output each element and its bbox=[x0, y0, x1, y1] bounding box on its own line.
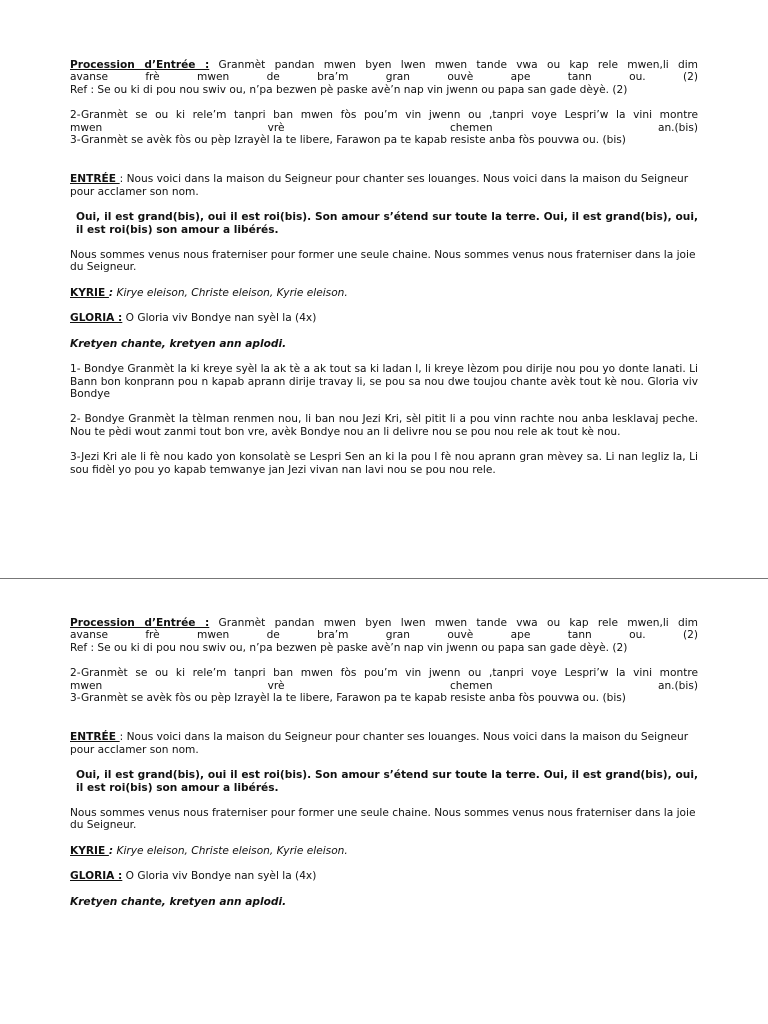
kyrie-colon: : bbox=[108, 286, 114, 299]
entree-label: ENTRÉE bbox=[70, 173, 120, 186]
kyrie-paragraph bbox=[70, 845, 698, 857]
gloria-label: GLORIA : bbox=[70, 870, 123, 883]
gloria-refrain: Kretyen chante, kretyen ann aplodi. bbox=[70, 895, 287, 908]
entree-refrain: Oui, il est grand(bis), oui il est roi(bis). Son amour s’étend sur toute la terre. Oui, il est grand(bis), oui, il est roi(bis) son amour a libérés. bbox=[76, 769, 698, 794]
gloria-verse-2: 2- Bondye Granmèt la tèlman renmen nou, li ban nou Jezi Kri, sèl pitit li a pou vinn rachte nou anba lesklavaj peche. Nou te pèdi wout zanmi tout bon vre, avèk Bondye nou an li delivre nou se pou nou rele ak tout kè nou. bbox=[70, 413, 698, 438]
procession-refrain: Ref : Se ou ki di pou nou swiv ou, n’pa bezwen pè paske avè’n nap vin jwenn ou papa san gade dèyè. (2) bbox=[70, 641, 628, 654]
procession-verse-2-line-1: 2-Granmèt se ou ki rele’m tanpri ban mwen fòs pou’m vin jwenn ou ,tanpri voye Lespri’w la vini montre bbox=[70, 667, 698, 680]
procession-line-1-text: Granmèt pandan mwen byen lwen mwen tande vwa ou kap rele mwen,li dim bbox=[209, 617, 698, 629]
gloria-verse-1: 1- Bondye Granmèt la ki kreye syèl la ak tè a ak tout sa ki ladan l, li kreye lèzom pou dirije nou pou yo donte lanati. Li Bann bon konprann pou n kapab aprann dirije travay li, se pou sa nou dwe toujou chante avèk tout kè nou. Gloria viv Bondye bbox=[70, 363, 698, 400]
procession-label: Procession d’Entrée : bbox=[70, 617, 210, 629]
kyrie-label: KYRIE bbox=[70, 844, 109, 857]
procession-line-1-text: Granmèt pandan mwen byen lwen mwen tande vwa ou kap rele mwen,li dim bbox=[209, 59, 698, 71]
entree-verse: Nous sommes venus nous fraterniser pour former une seule chaine. Nous sommes venus nous fraterniser dans la joie du Seigneur. bbox=[70, 249, 696, 274]
entree-text: : Nous voici dans la maison du Seigneur pour chanter ses louanges. Nous voici dans la maison du Seigneur pour acclamer son nom. bbox=[70, 173, 689, 198]
page-divider bbox=[0, 578, 768, 579]
gloria-paragraph bbox=[70, 870, 698, 882]
procession-line-2: avanse frè mwen de bra’m gran ouvè ape tann ou. (2) bbox=[70, 71, 698, 84]
procession-verse-2-line-2: mwen vrè chemen an.(bis) bbox=[70, 121, 698, 134]
procession-refrain: Ref : Se ou ki di pou nou swiv ou, n’pa bezwen pè paske avè’n nap vin jwenn ou papa san gade dèyè. (2) bbox=[70, 83, 628, 96]
gloria-paragraph bbox=[70, 312, 698, 324]
gloria-label: GLORIA : bbox=[70, 312, 123, 325]
procession-verse-3: 3-Granmèt se avèk fòs ou pèp Izrayèl la te libere, Farawon pa te kapab resiste anba fòs pouvwa ou. (bis) bbox=[70, 134, 626, 147]
gloria-text: O Gloria viv Bondye nan syèl la (4x) bbox=[122, 870, 317, 883]
entree-verse: Nous sommes venus nous fraterniser pour former une seule chaine. Nous sommes venus nous fraterniser dans la joie du Seigneur. bbox=[70, 807, 696, 832]
kyrie-label: KYRIE bbox=[70, 286, 109, 299]
procession-verse-3: 3-Granmèt se avèk fòs ou pèp Izrayèl la te libere, Farawon pa te kapab resiste anba fòs pouvwa ou. (bis) bbox=[70, 692, 626, 705]
kyrie-paragraph bbox=[70, 287, 698, 299]
entree-paragraph bbox=[70, 173, 698, 198]
kyrie-colon: : bbox=[108, 844, 114, 857]
gloria-verse-3: 3-Jezi Kri ale li fè nou kado yon konsolatè se Lespri Sen an ki la pou l fè nou aprann gran mèvey sa. Li nan legliz la, Li sou fidèl yo pou yo kapab temwanye jan Jezi vivan nan lavi nou se pou nou rele. bbox=[70, 451, 698, 476]
gloria-refrain: Kretyen chante, kretyen ann aplodi. bbox=[70, 337, 287, 350]
gloria-text: O Gloria viv Bondye nan syèl la (4x) bbox=[122, 312, 317, 325]
procession-line-2: avanse frè mwen de bra’m gran ouvè ape tann ou. (2) bbox=[70, 629, 698, 642]
kyrie-text: Kirye eleison, Christe eleison, Kyrie eleison. bbox=[113, 286, 348, 299]
procession-verse-2-line-1: 2-Granmèt se ou ki rele’m tanpri ban mwen fòs pou’m vin jwenn ou ,tanpri voye Lespri’w la vini montre bbox=[70, 109, 698, 122]
procession-line-1 bbox=[70, 617, 698, 629]
entree-text: : Nous voici dans la maison du Seigneur pour chanter ses louanges. Nous voici dans la maison du Seigneur pour acclamer son nom. bbox=[70, 731, 689, 756]
kyrie-text: Kirye eleison, Christe eleison, Kyrie eleison. bbox=[113, 844, 348, 857]
procession-line-1 bbox=[70, 59, 698, 71]
song-sheet-copy-2 bbox=[70, 617, 698, 908]
entree-paragraph bbox=[70, 731, 698, 756]
entree-refrain: Oui, il est grand(bis), oui il est roi(bis). Son amour s’étend sur toute la terre. Oui, il est grand(bis), oui, il est roi(bis) son amour a libérés. bbox=[76, 211, 698, 236]
entree-label: ENTRÉE bbox=[70, 731, 120, 744]
procession-verse-2-line-2: mwen vrè chemen an.(bis) bbox=[70, 679, 698, 692]
song-sheet-copy-1 bbox=[70, 59, 698, 476]
procession-label: Procession d’Entrée : bbox=[70, 59, 210, 71]
